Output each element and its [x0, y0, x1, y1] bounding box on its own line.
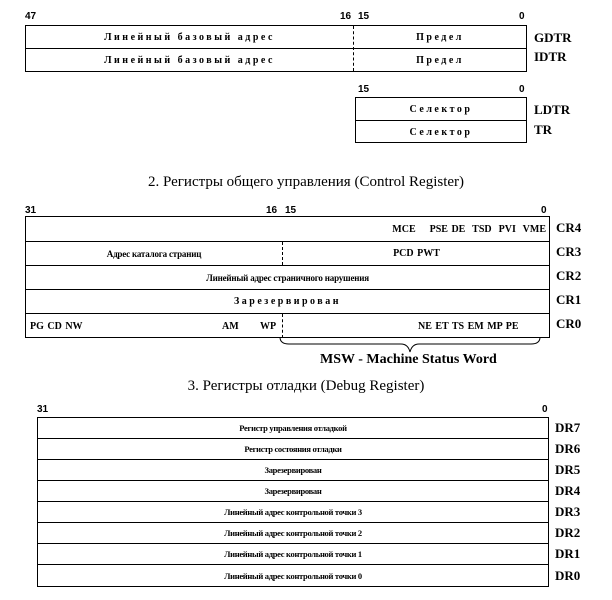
dr1-field: Линейный адрес контрольной точки 1 — [224, 549, 362, 559]
dr-bit-31-label: 31 — [37, 404, 49, 415]
dr0-field: Линейный адрес контрольной точки 0 — [224, 570, 362, 581]
dr2-field: Линейный адрес контрольной точки 2 — [224, 528, 362, 538]
gdtr-limit-field: Предел — [416, 31, 464, 43]
cr1-label: CR1 — [556, 292, 582, 307]
cr3-flags: PCD PWT — [393, 248, 440, 259]
dr7-label: DR7 — [555, 420, 581, 435]
cr-bit-31-label: 31 — [25, 205, 37, 216]
bit-15-label: 15 — [358, 11, 370, 22]
dr1-label: DR1 — [555, 546, 581, 561]
seg-bit-15-label: 15 — [358, 84, 370, 95]
cr1-reserved-field: Зарезервирован — [234, 296, 341, 307]
cr0-wp-flag: WP — [260, 320, 277, 332]
gdtr-label: GDTR — [534, 30, 572, 45]
cr4-flags: MCE PSE DE TSD PVI VME — [392, 223, 546, 235]
cr4-label: CR4 — [556, 220, 582, 235]
cr0-high-flags: PG CD NW — [30, 320, 83, 332]
idtr-label: IDTR — [534, 49, 567, 64]
cr3-page-directory-field: Адрес каталога страниц — [106, 248, 202, 259]
ldtr-tr-box — [355, 97, 527, 143]
gdtr-base-field: Линейный базовый адрес — [104, 31, 275, 43]
dr0-label: DR0 — [555, 568, 581, 583]
gdtr-idtr-box — [25, 25, 527, 72]
dr5-field: Зарезервирован — [264, 465, 322, 475]
cr3-label: CR3 — [556, 244, 582, 259]
tr-label: TR — [534, 122, 553, 137]
control-registers-heading: 2. Регистры общего управления (Control Register) — [147, 174, 465, 190]
dr4-field: Зарезервирован — [264, 486, 322, 496]
debug-registers-box — [37, 417, 549, 587]
idtr-base-field: Линейный базовый адрес — [104, 54, 275, 66]
msw-label: MSW - Machine Status Word — [320, 352, 497, 367]
cr0-label: CR0 — [556, 316, 582, 331]
tr-selector-field: Селектор — [409, 126, 473, 138]
cr-bit-15-label: 15 — [285, 205, 297, 216]
dr-bit-0-label: 0 — [542, 404, 548, 415]
ldtr-selector-field: Селектор — [409, 103, 473, 115]
cr0-am-flag: AM — [222, 320, 239, 332]
dr5-label: DR5 — [555, 462, 581, 477]
bit-47-label: 47 — [25, 11, 37, 22]
dr3-field: Линейный адрес контрольной точки 3 — [224, 507, 362, 517]
dr4-label: DR4 — [555, 483, 581, 498]
dr6-label: DR6 — [555, 441, 581, 456]
debug-registers-heading: 3. Регистры отладки (Debug Register) — [187, 378, 425, 394]
cr0-low-flags: NE ET TS EM MP PE — [418, 320, 519, 332]
ldtr-label: LDTR — [534, 102, 571, 117]
cr0-bit-boundary — [282, 314, 283, 338]
seg-bit-0-label: 0 — [519, 84, 525, 95]
dr3-label: DR3 — [555, 504, 581, 519]
control-registers-box — [25, 216, 550, 338]
bit-0-label: 0 — [519, 11, 525, 22]
dr2-label: DR2 — [555, 525, 581, 540]
idtr-limit-field: Предел — [416, 54, 464, 66]
bit-16-label: 16 — [340, 11, 352, 22]
cr-bit-0-label: 0 — [541, 205, 547, 216]
cr2-label: CR2 — [556, 268, 582, 283]
cr-bit-16-label: 16 — [266, 205, 278, 216]
cr2-fault-address-field: Линейный адрес страничного нарушения — [206, 272, 369, 283]
dr6-field: Регистр состояния отладки — [244, 444, 342, 454]
dr7-field: Регистр управления отладкой — [239, 423, 347, 433]
